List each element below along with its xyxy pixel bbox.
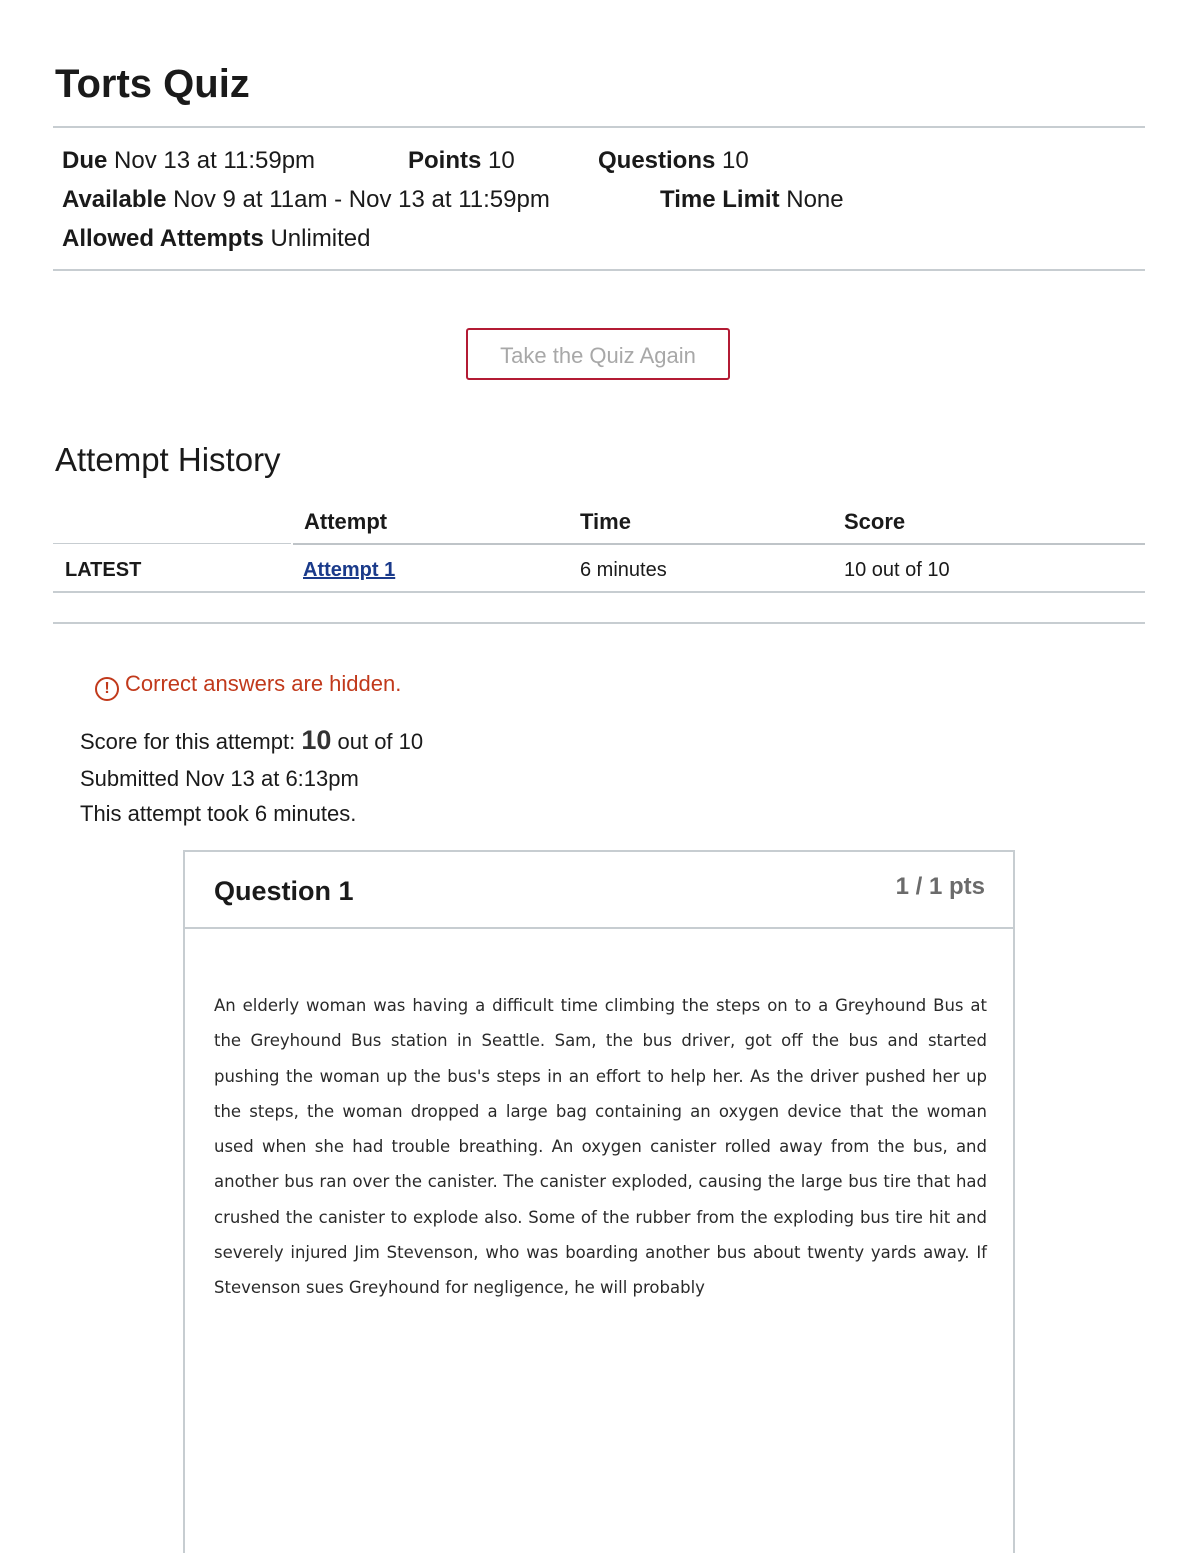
time-limit-label: Time Limit xyxy=(660,186,780,213)
score-value: 10 xyxy=(301,725,332,755)
question-header xyxy=(185,852,1013,929)
row-score: 10 out of 10 xyxy=(844,559,950,581)
answers-hidden-notice xyxy=(95,670,401,701)
attempt-1-link[interactable]: Attempt 1 xyxy=(303,559,396,581)
available-value: Nov 9 at 11am - Nov 13 at 11:59pm xyxy=(173,186,550,213)
details-divider xyxy=(53,269,1145,271)
submitted-time: Submitted Nov 13 at 6:13pm xyxy=(80,766,359,791)
due-value: Nov 13 at 11:59pm xyxy=(114,147,316,174)
notice-text: Correct answers are hidden. xyxy=(125,671,402,696)
question-text: An elderly woman was having a difficult time climbing the steps on to a Greyhound Bus at the Greyhound Bus station in Seattle. Sam, the bus driver, got off the bus and started pushing the woman up the bus's steps in an effort to help her. As the driver pushed her up the steps, the woman dropped a large bag containing an oxygen device that the woman used when she had trouble breathing. An oxygen canister rolled away from the bus, and another bus ran over the canister. The canister exploded, causing the large bus tire that had crushed the canister to explode also. Some of the rubber from the exploding bus tire hit and severely injured Jim Stevenson, who was boarding another bus about twenty yards away. If Stevenson sues Greyhound for negligence, he will probably xyxy=(214,996,987,1298)
points-value: 10 xyxy=(488,147,515,174)
page-title: Torts Quiz xyxy=(55,62,250,106)
questions-label: Questions xyxy=(598,147,716,174)
due-label: Due xyxy=(62,147,108,174)
header-score: Score xyxy=(844,509,906,534)
question-points: 1 / 1 pts xyxy=(895,873,985,900)
points-label: Points xyxy=(408,147,482,174)
row-time: 6 minutes xyxy=(580,559,667,581)
score-prefix: Score for this attempt: xyxy=(80,729,296,754)
question-card xyxy=(183,850,1015,1553)
table-header-divider-left xyxy=(53,543,291,544)
row-status: LATEST xyxy=(65,559,142,581)
time-limit-value: None xyxy=(786,186,844,213)
header-attempt: Attempt xyxy=(304,509,388,534)
table-bottom-divider xyxy=(53,591,1145,593)
attempt-duration: This attempt took 6 minutes. xyxy=(80,801,357,826)
questions-value: 10 xyxy=(722,147,749,174)
top-divider xyxy=(53,126,1145,128)
allowed-attempts-value: Unlimited xyxy=(270,225,371,252)
warning-icon: ! xyxy=(95,677,119,701)
section-divider xyxy=(53,622,1145,624)
score-suffix: out of 10 xyxy=(337,729,424,754)
available-label: Available xyxy=(62,186,167,213)
attempt-history-title: Attempt History xyxy=(55,441,281,478)
question-title: Question 1 xyxy=(214,876,354,906)
header-time: Time xyxy=(580,509,631,534)
table-header-divider xyxy=(293,543,1145,545)
take-quiz-again-button[interactable]: Take the Quiz Again xyxy=(466,328,730,380)
attempt-score xyxy=(80,726,423,756)
allowed-attempts-label: Allowed Attempts xyxy=(62,225,264,252)
